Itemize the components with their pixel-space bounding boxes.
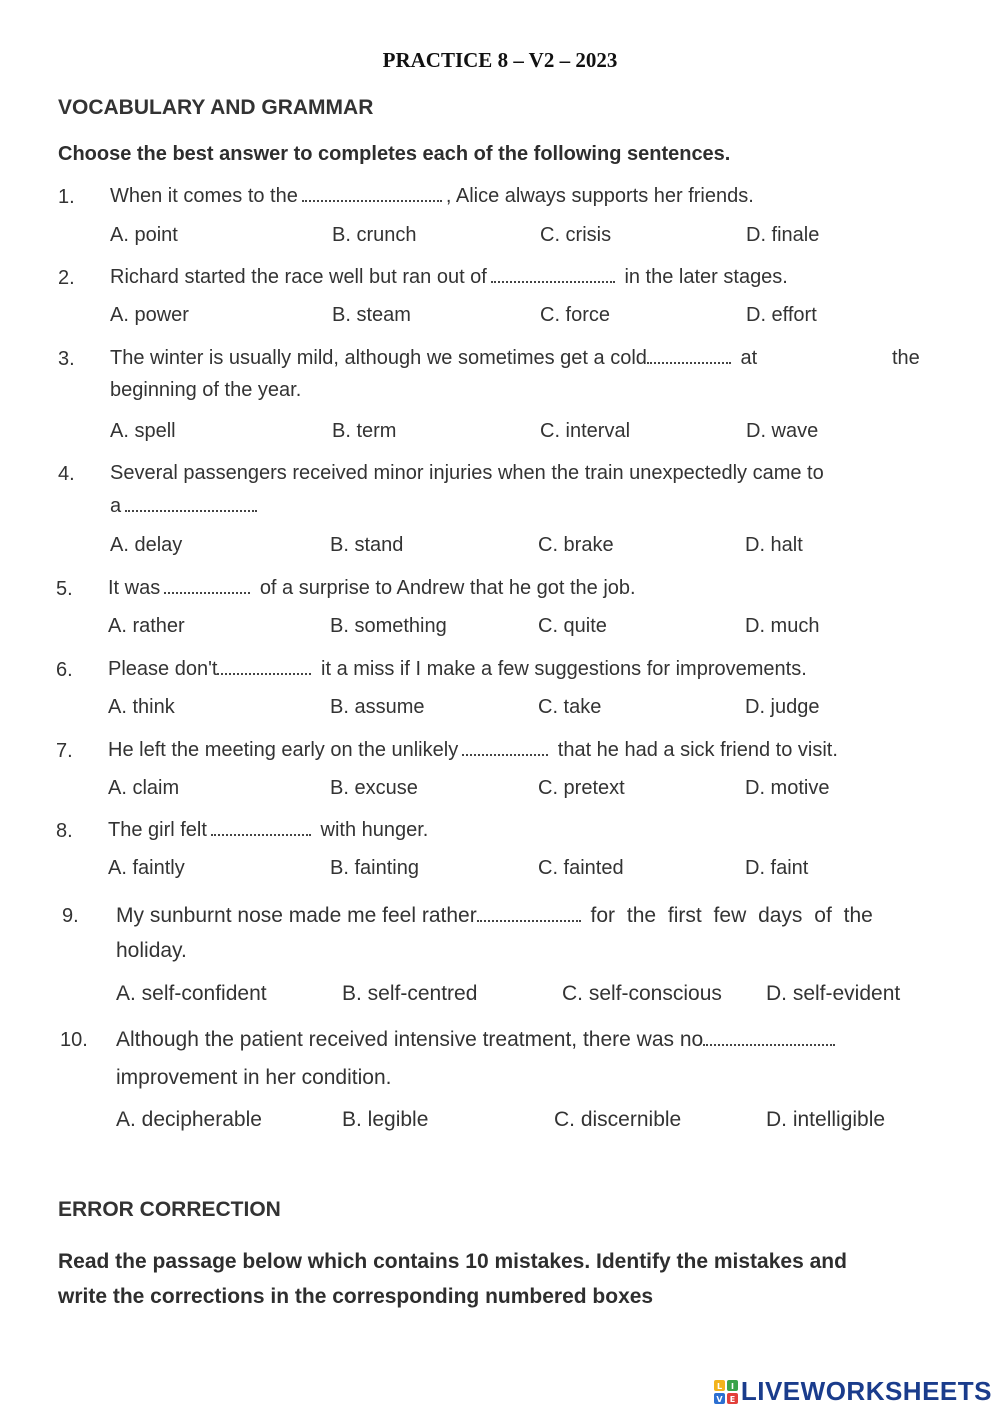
question-number: 4. (58, 463, 75, 485)
liveworksheets-logo-text: LIVEWORKSHEETS (740, 1376, 992, 1406)
question-number: 9. (62, 905, 79, 927)
svg-text:L: L (716, 1381, 722, 1391)
option-d[interactable]: D. effort (746, 304, 817, 326)
option-c[interactable]: C. brake (538, 534, 614, 556)
question-text: The girl felt with hunger. (108, 814, 428, 847)
section-heading-error-correction: ERROR CORRECTION (58, 1198, 281, 1221)
liveworksheets-logo (713, 1376, 992, 1407)
answer-blank[interactable] (125, 492, 257, 512)
option-a[interactable]: A. spell (110, 420, 176, 442)
section-instruction-error-correction-line2: write the corrections in the corresponding numbered boxes (58, 1285, 654, 1308)
option-b[interactable]: B. fainting (330, 857, 419, 879)
question-text: Richard started the race well but ran out of in the later stages. (110, 261, 788, 294)
option-a[interactable]: A. self-confident (116, 982, 267, 1005)
question-number: 8. (56, 820, 73, 842)
question-number: 1. (58, 186, 75, 208)
section-instruction-error-correction-line1: Read the passage below which contains 10 mistakes. Identify the mistakes and (58, 1250, 847, 1273)
question-number: 7. (56, 740, 73, 762)
option-c[interactable]: C. self-conscious (562, 982, 722, 1005)
option-b[interactable]: B. something (330, 615, 447, 637)
question-text: When it comes to the , Alice always supports her friends. (110, 180, 754, 213)
option-d[interactable]: D. judge (745, 696, 820, 718)
option-c[interactable]: C. fainted (538, 857, 624, 879)
option-c[interactable]: C. force (540, 304, 611, 326)
question-text: It was of a surprise to Andrew that he got the job. (108, 572, 636, 605)
option-d[interactable]: D. halt (745, 534, 803, 556)
question-text-end: the (892, 347, 920, 369)
option-c[interactable]: C. quite (538, 615, 607, 637)
option-d[interactable]: D. finale (746, 224, 820, 246)
liveworksheets-logo-icon (713, 1379, 739, 1405)
question-text: Please don't it a miss if I make a few suggestions for improvements. (108, 653, 807, 686)
section-instruction-vocabulary: Choose the best answer to completes each of the following sentences. (58, 143, 731, 165)
option-a[interactable]: A. point (110, 224, 178, 246)
option-d[interactable]: D. wave (746, 420, 819, 442)
answer-blank[interactable] (477, 902, 581, 922)
answer-blank[interactable] (491, 263, 615, 283)
option-c[interactable]: C. interval (540, 420, 631, 442)
option-d[interactable]: D. intelligible (766, 1108, 886, 1131)
option-c[interactable]: C. take (538, 696, 602, 718)
option-d[interactable]: D. motive (745, 777, 830, 799)
answer-blank[interactable] (703, 1026, 835, 1046)
option-b[interactable]: B. excuse (330, 777, 418, 799)
svg-text:I: I (730, 1381, 734, 1391)
question-text-continued: beginning of the year. (110, 379, 302, 401)
question-number: 6. (56, 659, 73, 681)
answer-blank[interactable] (462, 736, 548, 756)
option-c[interactable]: C. crisis (540, 224, 612, 246)
question-text: He left the meeting early on the unlikely that he had a sick friend to visit. (108, 734, 838, 767)
question-text-continued: improvement in her condition. (116, 1066, 392, 1089)
option-d[interactable]: D. much (745, 615, 820, 637)
option-b[interactable]: B. stand (330, 534, 404, 556)
option-c[interactable]: C. pretext (538, 777, 625, 799)
option-d[interactable]: D. self-evident (766, 982, 901, 1005)
option-a[interactable]: A. decipherable (116, 1108, 262, 1131)
option-a[interactable]: A. power (110, 304, 189, 326)
question-number: 5. (56, 578, 73, 600)
question-text: My sunburnt nose made me feel rather for the first few days of the (116, 904, 873, 927)
option-a[interactable]: A. faintly (108, 857, 185, 879)
question-text: Although the patient received intensive treatment, there was no (116, 1023, 839, 1056)
answer-blank[interactable] (217, 655, 311, 675)
question-text: The winter is usually mild, although we sometimes get a cold at (110, 342, 757, 375)
svg-text:V: V (716, 1394, 723, 1404)
option-a[interactable]: A. claim (108, 777, 180, 799)
answer-blank[interactable] (211, 816, 311, 836)
question-number: 3. (58, 348, 75, 370)
question-text: Several passengers received minor injuries when the train unexpectedly came to (110, 462, 824, 484)
option-b[interactable]: B. self-centred (342, 982, 478, 1005)
question-text-continued: a (110, 490, 261, 523)
option-d[interactable]: D. faint (745, 857, 809, 879)
option-b[interactable]: B. steam (332, 304, 411, 326)
page-title: PRACTICE 8 – V2 – 2023 (382, 48, 618, 72)
svg-text:E: E (729, 1394, 736, 1404)
option-b[interactable]: B. legible (342, 1108, 429, 1131)
question-text-continued: holiday. (116, 939, 187, 962)
option-a[interactable]: A. rather (108, 615, 185, 637)
option-c[interactable]: C. discernible (554, 1108, 682, 1131)
option-b[interactable]: B. assume (330, 696, 425, 718)
option-a[interactable]: A. think (108, 696, 175, 718)
option-a[interactable]: A. delay (110, 534, 183, 556)
section-heading-vocabulary: VOCABULARY AND GRAMMAR (58, 96, 374, 119)
option-b[interactable]: B. term (332, 420, 397, 442)
answer-blank[interactable] (647, 344, 731, 364)
question-number: 10. (60, 1029, 88, 1051)
question-number: 2. (58, 267, 75, 289)
answer-blank[interactable] (164, 574, 250, 594)
option-b[interactable]: B. crunch (332, 224, 417, 246)
answer-blank[interactable] (302, 182, 442, 202)
